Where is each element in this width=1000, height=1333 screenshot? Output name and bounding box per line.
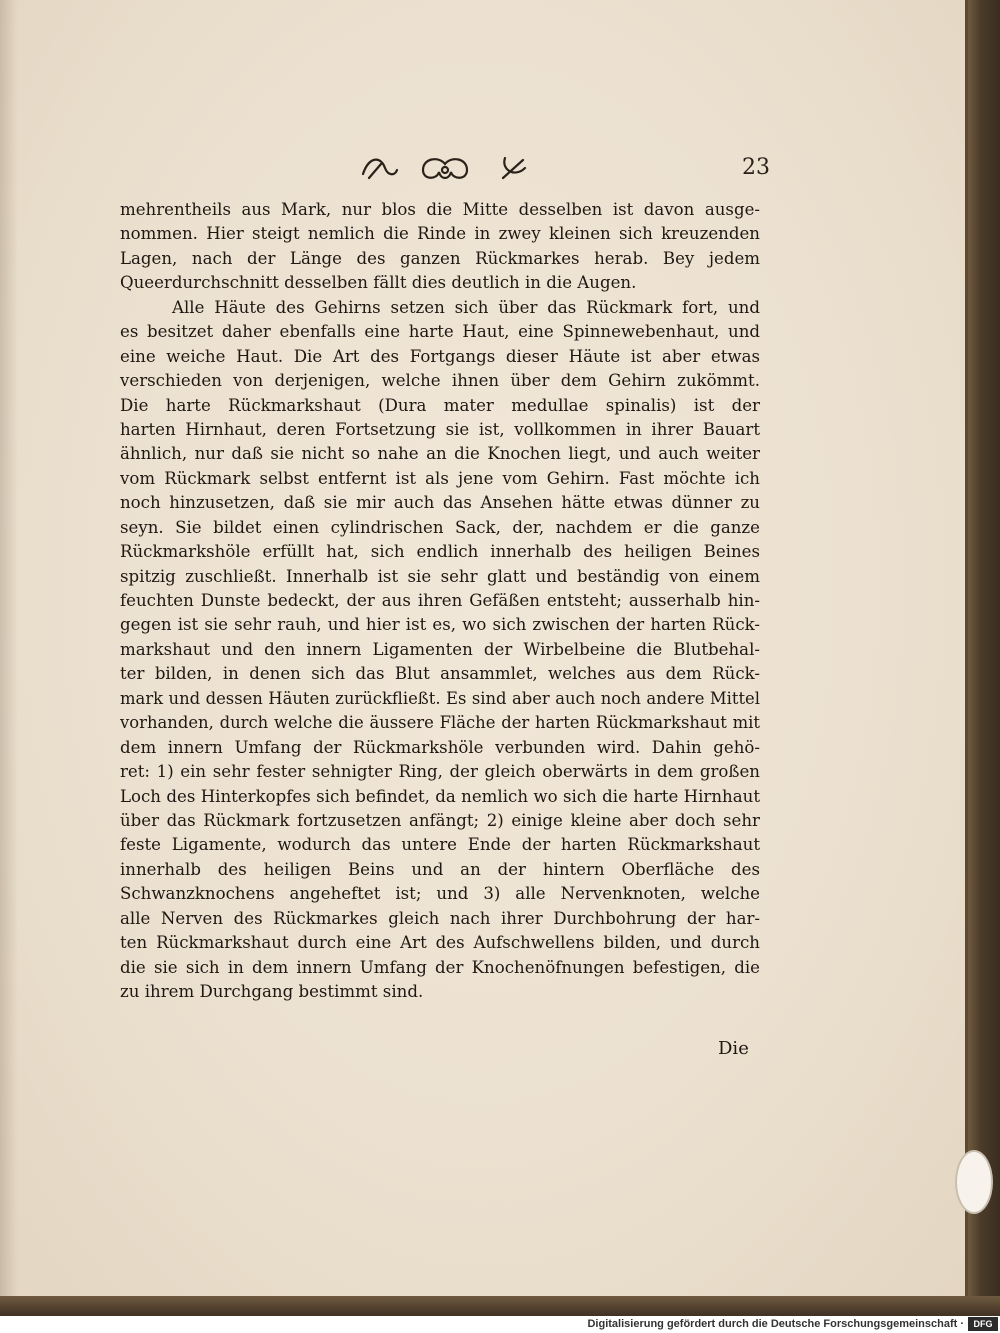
text-line: alle Nerven des Rückmarkes gleich nach ihrer Durchbohrung der har-	[120, 908, 760, 928]
text-line: nommen. Hier steigt nemlich die Rinde in zwey kleinen sich kreuzenden	[120, 224, 760, 244]
text-line: dem innern Umfang der Rückmarkshöle verbunden wird. Dahin gehö-	[120, 737, 760, 757]
text-line: seyn. Sie bildet einen cylindrischen Sack, der, nachdem er die ganze	[120, 517, 760, 537]
text-line: ten Rückmarkshaut durch eine Art des Aufschwellens bilden, und durch	[120, 933, 760, 953]
text-line: vom Rückmark selbst entfernt ist als jene vom Gehirn. Fast möchte ich	[120, 468, 760, 488]
text-line: über das Rückmark fortzusetzen anfängt; 2) einige kleine aber doch sehr	[120, 810, 760, 830]
text-line: noch hinzusetzen, daß sie mir auch das Ansehen hätte etwas dünner zu	[120, 493, 760, 513]
page-header	[120, 150, 770, 190]
text-line: zu ihrem Durchgang bestimmt sind.	[120, 982, 424, 1001]
text-line: feuchten Dunste bedeckt, der aus ihren Gefäßen entsteht; ausserhalb hin-	[120, 591, 760, 610]
text-line: die sie sich in dem innern Umfang der Knochenöfnungen befestigen, die	[120, 957, 760, 977]
body-text	[120, 198, 760, 1004]
catchword: Die	[718, 1038, 749, 1059]
text-line: innerhalb des heiligen Beins und an der hintern Oberfläche des	[120, 859, 760, 879]
text-line: ret: 1) ein sehr fester sehnigter Ring, der gleich oberwärts in dem großen	[120, 762, 760, 782]
text-line: ähnlich, nur daß sie nicht so nahe an die Knochen liegt, und auch weiter	[120, 444, 760, 464]
text-line: Rückmarkshöle erfüllt hat, sich endlich innerhalb des heiligen Beines	[120, 542, 760, 562]
text-line: mark und dessen Häuten zurückfließt. Es sind aber auch noch andere Mittel	[120, 688, 760, 708]
text-line: markshaut und den innern Ligamenten der Wirbelbeine die Blutbehal-	[120, 639, 760, 659]
text-line: ter bilden, in denen sich das Blut ansammlet, welches aus dem Rück-	[120, 664, 760, 684]
digitization-footer	[0, 1316, 1000, 1333]
text-line: feste Ligamente, wodurch das untere Ende der harten Rückmarkshaut	[120, 835, 760, 855]
text-line: vorhanden, durch welche die äussere Fläche der harten Rückmarkshaut mit	[120, 713, 760, 733]
text-line: eine weiche Haut. Die Art des Fortgangs dieser Häute ist aber etwas	[120, 346, 760, 366]
book-bottom-edge	[0, 1296, 1000, 1316]
dfg-logo: DFG	[968, 1317, 998, 1331]
text-line: Lagen, nach der Länge des ganzen Rückmarkes herab. Bey jedem	[120, 248, 760, 268]
text-line: gegen ist sie sehr rauh, und hier ist es, wo sich zwischen der harten Rück-	[120, 615, 760, 635]
book-binding-edge	[968, 0, 1000, 1316]
text-line: Schwanzknochens angeheftet ist; und 3) alle Nervenknoten, welche	[120, 884, 760, 904]
text-line: Queerdurchschnitt desselben fällt dies deutlich in die Augen.	[120, 273, 637, 293]
text-line: harten Hirnhaut, deren Fortsetzung sie ist, vollkommen in ihrer Bauart	[120, 419, 760, 439]
text-line: verschieden von derjenigen, welche ihnen über dem Gehirn zukömmt.	[120, 371, 760, 391]
spine-shadow	[0, 0, 18, 1296]
printers-ornament-icon	[355, 150, 535, 186]
text-line: mehrentheils aus Mark, nur blos die Mitte desselben ist davon ausge-	[120, 200, 760, 219]
page-number: 23	[742, 155, 770, 180]
page-clip-icon	[955, 1150, 993, 1214]
text-line: Loch des Hinterkopfes sich befindet, da nemlich wo sich die harte Hirnhaut	[120, 786, 760, 806]
paragraph-start-line: Alle Häute des Gehirns setzen sich über das Rückmark fort, und	[172, 297, 760, 317]
text-line: Die harte Rückmarkshaut (Dura mater medullae spinalis) ist der	[120, 395, 760, 415]
funding-credit: Digitalisierung gefördert durch die Deutsche Forschungsgemeinschaft ·	[587, 1318, 964, 1330]
text-line: spitzig zuschließt. Innerhalb ist sie sehr glatt und beständig von einem	[120, 566, 760, 586]
text-line: es besitzet daher ebenfalls eine harte Haut, eine Spinnewebenhaut, und	[120, 322, 760, 342]
